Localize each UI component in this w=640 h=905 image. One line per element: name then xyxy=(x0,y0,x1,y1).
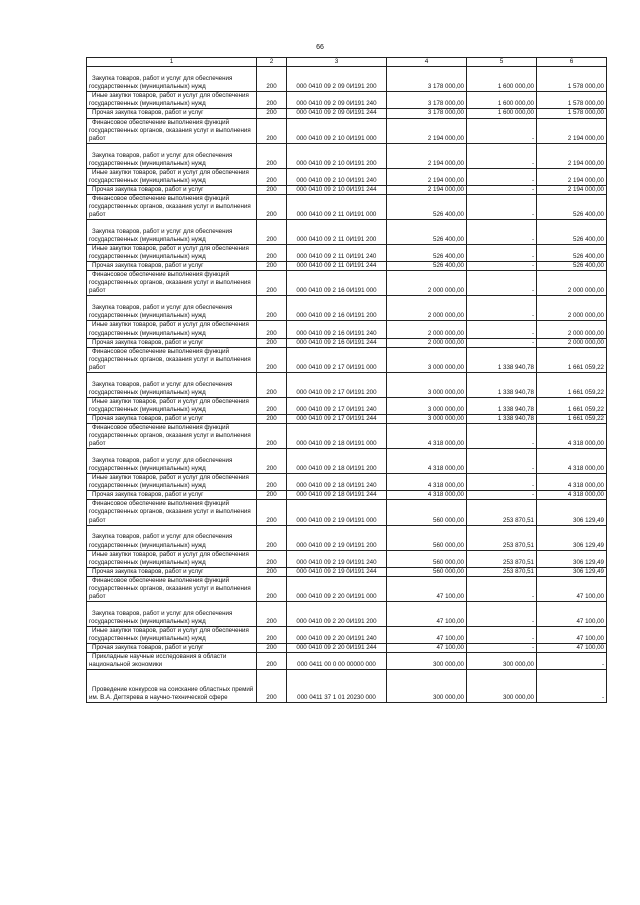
row-approved: 47 100,00 xyxy=(387,601,467,626)
row-name: Финансовое обеспечение выполнения функций государственных органов, оказания услуг и выполнения работ xyxy=(87,271,257,296)
table-row xyxy=(87,449,607,474)
row-executed: 300 000,00 xyxy=(467,653,537,670)
row-line-code: 200 xyxy=(257,194,287,219)
row-line-code: 200 xyxy=(257,653,287,670)
row-executed: 253 870,51 xyxy=(467,550,537,567)
table-body xyxy=(87,67,607,703)
row-unexecuted: 2 194 000,00 xyxy=(537,118,607,143)
row-approved: 300 000,00 xyxy=(387,670,467,703)
row-name: Прочая закупка товаров, работ и услуг xyxy=(87,567,257,576)
row-budget-code: 000 0410 09 2 09 0И191 244 xyxy=(287,109,387,118)
row-line-code: 200 xyxy=(257,143,287,168)
row-approved: 3 178 000,00 xyxy=(387,109,467,118)
row-name: Иные закупки товаров, работ и услуг для обеспечения государственных (муниципальных) нужд xyxy=(87,168,257,185)
row-line-code: 200 xyxy=(257,644,287,653)
column-header-4: 4 xyxy=(387,58,467,67)
header-row xyxy=(87,58,607,67)
table-row xyxy=(87,245,607,262)
row-name: Прочая закупка товаров, работ и услуг xyxy=(87,338,257,347)
row-line-code: 200 xyxy=(257,372,287,397)
row-name: Иные закупки товаров, работ и услуг для обеспечения государственных (муниципальных) нужд xyxy=(87,321,257,338)
row-line-code: 200 xyxy=(257,338,287,347)
row-approved: 3 000 000,00 xyxy=(387,372,467,397)
row-name: Закупка товаров, работ и услуг для обеспечения государственных (муниципальных) нужд xyxy=(87,296,257,321)
row-budget-code: 000 0410 09 2 11 0И191 244 xyxy=(287,262,387,271)
row-line-code: 200 xyxy=(257,500,287,525)
row-line-code: 200 xyxy=(257,271,287,296)
row-unexecuted: 526 400,00 xyxy=(537,194,607,219)
row-line-code: 200 xyxy=(257,414,287,423)
table-row xyxy=(87,474,607,491)
row-executed: - xyxy=(467,271,537,296)
row-budget-code: 000 0410 09 2 10 0И191 244 xyxy=(287,185,387,194)
table-row xyxy=(87,92,607,109)
row-executed: 1 600 000,00 xyxy=(467,109,537,118)
row-budget-code: 000 0410 09 2 11 0И191 000 xyxy=(287,194,387,219)
row-line-code: 200 xyxy=(257,567,287,576)
row-name: Закупка товаров, работ и услуг для обеспечения государственных (муниципальных) нужд xyxy=(87,143,257,168)
row-approved: 2 194 000,00 xyxy=(387,185,467,194)
row-approved: 3 000 000,00 xyxy=(387,347,467,372)
row-approved: 2 194 000,00 xyxy=(387,143,467,168)
table-row xyxy=(87,109,607,118)
row-approved: 3 000 000,00 xyxy=(387,397,467,414)
table-row xyxy=(87,220,607,245)
table-row xyxy=(87,670,607,703)
row-name: Прочая закупка товаров, работ и услуг xyxy=(87,414,257,423)
row-unexecuted: 1 578 000,00 xyxy=(537,109,607,118)
row-approved: 560 000,00 xyxy=(387,525,467,550)
table-row xyxy=(87,601,607,626)
row-executed: - xyxy=(467,245,537,262)
row-line-code: 200 xyxy=(257,670,287,703)
row-line-code: 200 xyxy=(257,397,287,414)
table-row xyxy=(87,372,607,397)
row-line-code: 200 xyxy=(257,576,287,601)
row-unexecuted: 2 194 000,00 xyxy=(537,185,607,194)
row-budget-code: 000 0410 09 2 09 0И191 200 xyxy=(287,67,387,92)
row-budget-code: 000 0410 09 2 17 0И191 200 xyxy=(287,372,387,397)
row-budget-code: 000 0410 09 2 18 0И191 000 xyxy=(287,424,387,449)
row-budget-code: 000 0410 09 2 18 0И191 240 xyxy=(287,474,387,491)
row-approved: 2 000 000,00 xyxy=(387,321,467,338)
row-budget-code: 000 0410 09 2 17 0И191 240 xyxy=(287,397,387,414)
row-line-code: 200 xyxy=(257,118,287,143)
row-budget-code: 000 0410 09 2 10 0И191 000 xyxy=(287,118,387,143)
row-budget-code: 000 0410 09 2 16 0И191 000 xyxy=(287,271,387,296)
table-row xyxy=(87,118,607,143)
row-unexecuted: 526 400,00 xyxy=(537,220,607,245)
row-approved: 2 000 000,00 xyxy=(387,338,467,347)
row-approved: 300 000,00 xyxy=(387,653,467,670)
row-approved: 2 194 000,00 xyxy=(387,168,467,185)
row-approved: 4 318 000,00 xyxy=(387,449,467,474)
row-name: Иные закупки товаров, работ и услуг для обеспечения государственных (муниципальных) нужд xyxy=(87,245,257,262)
row-executed: - xyxy=(467,262,537,271)
row-unexecuted: 4 318 000,00 xyxy=(537,449,607,474)
row-executed: 253 870,51 xyxy=(467,525,537,550)
table-row xyxy=(87,491,607,500)
row-unexecuted: 2 194 000,00 xyxy=(537,143,607,168)
row-unexecuted: 4 318 000,00 xyxy=(537,424,607,449)
row-unexecuted: 4 318 000,00 xyxy=(537,474,607,491)
row-budget-code: 000 0410 09 2 19 0И191 244 xyxy=(287,567,387,576)
table-row xyxy=(87,576,607,601)
row-executed: - xyxy=(467,424,537,449)
row-approved: 560 000,00 xyxy=(387,567,467,576)
row-line-code: 200 xyxy=(257,67,287,92)
row-executed: 1 338 940,78 xyxy=(467,414,537,423)
table-row xyxy=(87,644,607,653)
row-budget-code: 000 0410 09 2 20 0И191 000 xyxy=(287,576,387,601)
row-unexecuted: 47 100,00 xyxy=(537,626,607,643)
row-line-code: 200 xyxy=(257,347,287,372)
row-budget-code: 000 0410 09 2 11 0И191 240 xyxy=(287,245,387,262)
row-unexecuted: 526 400,00 xyxy=(537,262,607,271)
row-executed: - xyxy=(467,185,537,194)
table-row xyxy=(87,397,607,414)
row-budget-code: 000 0410 09 2 19 0И191 000 xyxy=(287,500,387,525)
row-budget-code: 000 0410 09 2 18 0И191 200 xyxy=(287,449,387,474)
row-unexecuted: 47 100,00 xyxy=(537,576,607,601)
row-name: Закупка товаров, работ и услуг для обеспечения государственных (муниципальных) нужд xyxy=(87,372,257,397)
row-executed: - xyxy=(467,338,537,347)
row-approved: 526 400,00 xyxy=(387,245,467,262)
row-approved: 2 194 000,00 xyxy=(387,118,467,143)
row-approved: 526 400,00 xyxy=(387,262,467,271)
row-unexecuted: 1 661 059,22 xyxy=(537,397,607,414)
row-budget-code: 000 0410 09 2 10 0И191 240 xyxy=(287,168,387,185)
row-unexecuted: 1 661 059,22 xyxy=(537,372,607,397)
row-name: Финансовое обеспечение выполнения функций государственных органов, оказания услуг и выполнения работ xyxy=(87,194,257,219)
row-line-code: 200 xyxy=(257,550,287,567)
row-approved: 526 400,00 xyxy=(387,220,467,245)
row-unexecuted: 4 318 000,00 xyxy=(537,491,607,500)
row-unexecuted: 1 578 000,00 xyxy=(537,67,607,92)
row-line-code: 200 xyxy=(257,525,287,550)
row-executed: 1 338 940,78 xyxy=(467,397,537,414)
row-unexecuted: 47 100,00 xyxy=(537,601,607,626)
row-unexecuted: - xyxy=(537,653,607,670)
row-approved: 3 178 000,00 xyxy=(387,67,467,92)
column-header-3: 3 xyxy=(287,58,387,67)
row-approved: 4 318 000,00 xyxy=(387,424,467,449)
row-approved: 526 400,00 xyxy=(387,194,467,219)
table-row xyxy=(87,347,607,372)
row-line-code: 200 xyxy=(257,220,287,245)
page-number: 66 xyxy=(316,44,324,51)
row-budget-code: 000 0410 09 2 16 0И191 240 xyxy=(287,321,387,338)
row-budget-code: 000 0410 09 2 16 0И191 244 xyxy=(287,338,387,347)
table-row xyxy=(87,567,607,576)
row-budget-code: 000 0410 09 2 17 0И191 000 xyxy=(287,347,387,372)
row-executed: - xyxy=(467,296,537,321)
budget-table xyxy=(86,57,607,703)
row-approved: 560 000,00 xyxy=(387,550,467,567)
row-approved: 47 100,00 xyxy=(387,626,467,643)
row-approved: 4 318 000,00 xyxy=(387,474,467,491)
column-header-5: 5 xyxy=(467,58,537,67)
column-header-2: 2 xyxy=(257,58,287,67)
row-executed: 253 870,51 xyxy=(467,500,537,525)
row-budget-code: 000 0410 09 2 18 0И191 244 xyxy=(287,491,387,500)
row-unexecuted: 1 661 059,22 xyxy=(537,347,607,372)
row-name: Иные закупки товаров, работ и услуг для обеспечения государственных (муниципальных) нужд xyxy=(87,397,257,414)
row-executed: 1 338 940,78 xyxy=(467,347,537,372)
row-line-code: 200 xyxy=(257,109,287,118)
table-row xyxy=(87,296,607,321)
row-executed: - xyxy=(467,168,537,185)
table-row xyxy=(87,262,607,271)
row-line-code: 200 xyxy=(257,262,287,271)
row-name: Проведение конкурсов на соискание областных премий им. В.А. Дегтярева в научно-технической сфере xyxy=(87,670,257,703)
row-executed: - xyxy=(467,474,537,491)
table-row xyxy=(87,338,607,347)
column-header-1: 1 xyxy=(87,58,257,67)
table-row xyxy=(87,168,607,185)
row-line-code: 200 xyxy=(257,168,287,185)
row-executed: 1 600 000,00 xyxy=(467,92,537,109)
row-unexecuted: 2 000 000,00 xyxy=(537,271,607,296)
row-name: Финансовое обеспечение выполнения функций государственных органов, оказания услуг и выполнения работ xyxy=(87,500,257,525)
table-row xyxy=(87,143,607,168)
row-executed: - xyxy=(467,143,537,168)
row-name: Прочая закупка товаров, работ и услуг xyxy=(87,644,257,653)
row-name: Финансовое обеспечение выполнения функций государственных органов, оказания услуг и выполнения работ xyxy=(87,424,257,449)
row-line-code: 200 xyxy=(257,296,287,321)
row-executed: 300 000,00 xyxy=(467,670,537,703)
row-name: Закупка товаров, работ и услуг для обеспечения государственных (муниципальных) нужд xyxy=(87,449,257,474)
row-approved: 4 318 000,00 xyxy=(387,491,467,500)
row-approved: 2 000 000,00 xyxy=(387,271,467,296)
row-unexecuted: 306 129,49 xyxy=(537,550,607,567)
row-approved: 560 000,00 xyxy=(387,500,467,525)
row-executed: - xyxy=(467,194,537,219)
row-unexecuted: 306 129,49 xyxy=(537,567,607,576)
row-budget-code: 000 0410 09 2 16 0И191 200 xyxy=(287,296,387,321)
row-name: Иные закупки товаров, работ и услуг для обеспечения государственных (муниципальных) нужд xyxy=(87,474,257,491)
table-row xyxy=(87,500,607,525)
row-budget-code: 000 0410 09 2 11 0И191 200 xyxy=(287,220,387,245)
row-name: Финансовое обеспечение выполнения функций государственных органов, оказания услуг и выполнения работ xyxy=(87,347,257,372)
row-approved: 47 100,00 xyxy=(387,644,467,653)
row-line-code: 200 xyxy=(257,424,287,449)
row-name: Финансовое обеспечение выполнения функций государственных органов, оказания услуг и выполнения работ xyxy=(87,576,257,601)
row-line-code: 200 xyxy=(257,626,287,643)
row-name: Закупка товаров, работ и услуг для обеспечения государственных (муниципальных) нужд xyxy=(87,220,257,245)
row-executed: 1 338 940,78 xyxy=(467,372,537,397)
row-budget-code: 000 0410 09 2 09 0И191 240 xyxy=(287,92,387,109)
row-executed: - xyxy=(467,449,537,474)
row-unexecuted: - xyxy=(537,670,607,703)
row-executed: - xyxy=(467,644,537,653)
row-line-code: 200 xyxy=(257,491,287,500)
row-budget-code: 000 0410 09 2 17 0И191 244 xyxy=(287,414,387,423)
row-unexecuted: 2 000 000,00 xyxy=(537,296,607,321)
row-approved: 3 000 000,00 xyxy=(387,414,467,423)
row-budget-code: 000 0410 09 2 19 0И191 240 xyxy=(287,550,387,567)
row-name: Прочая закупка товаров, работ и услуг xyxy=(87,109,257,118)
row-executed: - xyxy=(467,220,537,245)
row-unexecuted: 306 129,49 xyxy=(537,500,607,525)
row-executed: - xyxy=(467,601,537,626)
column-header-6: 6 xyxy=(537,58,607,67)
row-name: Иные закупки товаров, работ и услуг для обеспечения государственных (муниципальных) нужд xyxy=(87,550,257,567)
row-unexecuted: 526 400,00 xyxy=(537,245,607,262)
row-budget-code: 000 0410 09 2 10 0И191 200 xyxy=(287,143,387,168)
row-unexecuted: 2 000 000,00 xyxy=(537,338,607,347)
row-executed: - xyxy=(467,576,537,601)
row-line-code: 200 xyxy=(257,449,287,474)
row-executed: 253 870,51 xyxy=(467,567,537,576)
row-name: Финансовое обеспечение выполнения функций государственных органов, оказания услуг и выполнения работ xyxy=(87,118,257,143)
row-budget-code: 000 0410 09 2 20 0И191 244 xyxy=(287,644,387,653)
table-row xyxy=(87,626,607,643)
row-line-code: 200 xyxy=(257,601,287,626)
row-name: Прочая закупка товаров, работ и услуг xyxy=(87,262,257,271)
row-unexecuted: 1 578 000,00 xyxy=(537,92,607,109)
row-budget-code: 000 0410 09 2 19 0И191 200 xyxy=(287,525,387,550)
row-executed: - xyxy=(467,321,537,338)
row-line-code: 200 xyxy=(257,245,287,262)
table-row xyxy=(87,321,607,338)
row-name: Прочая закупка товаров, работ и услуг xyxy=(87,491,257,500)
row-approved: 47 100,00 xyxy=(387,576,467,601)
table-row xyxy=(87,550,607,567)
row-executed: - xyxy=(467,118,537,143)
row-name: Иные закупки товаров, работ и услуг для обеспечения государственных (муниципальных) нужд xyxy=(87,626,257,643)
row-budget-code: 000 0411 00 0 00 00000 000 xyxy=(287,653,387,670)
row-name: Закупка товаров, работ и услуг для обеспечения государственных (муниципальных) нужд xyxy=(87,67,257,92)
row-budget-code: 000 0411 37 1 01 20230 000 xyxy=(287,670,387,703)
table-row xyxy=(87,185,607,194)
row-line-code: 200 xyxy=(257,474,287,491)
row-unexecuted: 306 129,49 xyxy=(537,525,607,550)
row-executed: 1 600 000,00 xyxy=(467,67,537,92)
row-budget-code: 000 0410 09 2 20 0И191 200 xyxy=(287,601,387,626)
row-name: Прочая закупка товаров, работ и услуг xyxy=(87,185,257,194)
row-executed: - xyxy=(467,491,537,500)
table-row xyxy=(87,653,607,670)
table-row xyxy=(87,414,607,423)
row-line-code: 200 xyxy=(257,92,287,109)
row-name: Прикладные научные исследования в области национальной экономики xyxy=(87,653,257,670)
table-row xyxy=(87,271,607,296)
row-approved: 2 000 000,00 xyxy=(387,296,467,321)
row-line-code: 200 xyxy=(257,185,287,194)
row-budget-code: 000 0410 09 2 20 0И191 240 xyxy=(287,626,387,643)
row-unexecuted: 1 661 059,22 xyxy=(537,414,607,423)
row-unexecuted: 47 100,00 xyxy=(537,644,607,653)
row-approved: 3 178 000,00 xyxy=(387,92,467,109)
row-line-code: 200 xyxy=(257,321,287,338)
table-row xyxy=(87,424,607,449)
row-unexecuted: 2 000 000,00 xyxy=(537,321,607,338)
table-row xyxy=(87,525,607,550)
row-name: Закупка товаров, работ и услуг для обеспечения государственных (муниципальных) нужд xyxy=(87,601,257,626)
row-unexecuted: 2 194 000,00 xyxy=(537,168,607,185)
row-name: Иные закупки товаров, работ и услуг для обеспечения государственных (муниципальных) нужд xyxy=(87,92,257,109)
row-executed: - xyxy=(467,626,537,643)
table-row xyxy=(87,194,607,219)
table-row xyxy=(87,67,607,92)
row-name: Закупка товаров, работ и услуг для обеспечения государственных (муниципальных) нужд xyxy=(87,525,257,550)
